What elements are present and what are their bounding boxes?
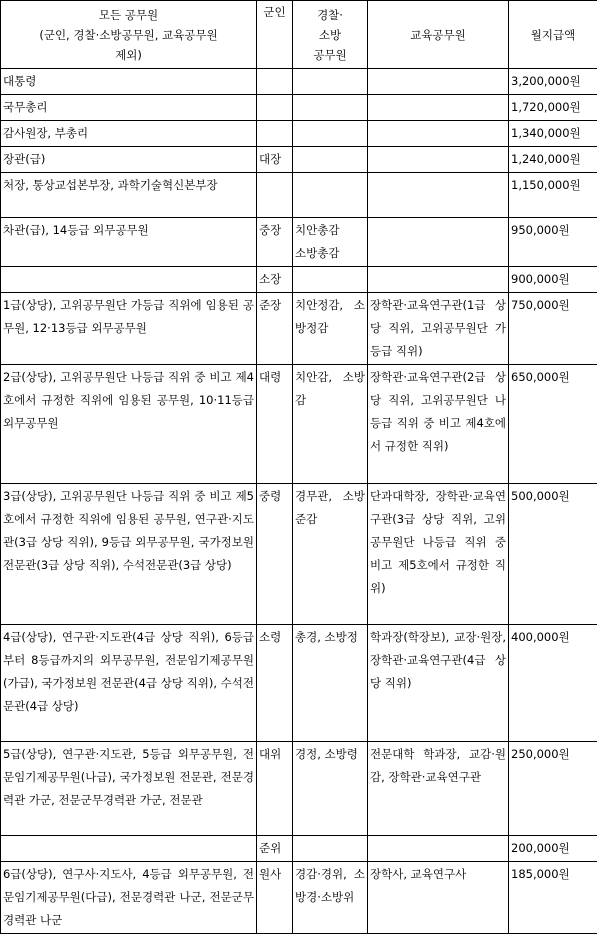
cell-pay: 200,000원: [509, 836, 597, 862]
cell-military: [257, 173, 293, 218]
cell-education: [368, 121, 509, 147]
cell-education: 전문대학 학과장, 교감·원감, 장학관·교육연구관: [368, 742, 509, 836]
cell-education: [368, 267, 509, 293]
cell-military: [257, 69, 293, 95]
cell-military: [257, 95, 293, 121]
table-row: [1, 69, 597, 95]
cell-military: 준장: [257, 293, 293, 365]
cell-education: [368, 147, 509, 173]
cell-police: 치안감, 소방감: [293, 365, 368, 484]
table-row: [1, 267, 597, 293]
cell-pay: 400,000원: [509, 625, 597, 742]
cell-general: 차관(급), 14등급 외무공무원: [1, 218, 257, 267]
header-education: 교육공무원: [368, 1, 509, 69]
cell-education: [368, 69, 509, 95]
cell-pay: 1,720,000원: [509, 95, 597, 121]
cell-pay: 250,000원: [509, 742, 597, 836]
cell-military: 중장: [257, 218, 293, 267]
header-pay: 월지급액: [509, 1, 597, 69]
cell-military: 소장: [257, 267, 293, 293]
cell-education: [368, 836, 509, 862]
cell-police: 치안정감, 소방정감: [293, 293, 368, 365]
table-row: [1, 365, 597, 484]
cell-pay: 950,000원: [509, 218, 597, 267]
cell-general: 장관(급): [1, 147, 257, 173]
cell-pay: 1,150,000원: [509, 173, 597, 218]
cell-pay: 185,000원: [509, 862, 597, 934]
cell-military: 준위: [257, 836, 293, 862]
table-row: [1, 742, 597, 836]
cell-education: 단과대학장, 장학관·교육연구관(3급 상당 직위, 고위공무원단 나등급 직위 중 비고 제5호에서 규정한 직위): [368, 484, 509, 625]
cell-general: 감사원장, 부총리: [1, 121, 257, 147]
cell-military: 중령: [257, 484, 293, 625]
table-row: [1, 484, 597, 625]
cell-education: 장학사, 교육연구사: [368, 862, 509, 934]
cell-education: 학과장(학장보), 교장·원장, 장학관·교육연구관(4급 상당 직위): [368, 625, 509, 742]
cell-general: 5급(상당), 연구관·지도관, 5등급 외무공무원, 전문임기제공무원(나급), 국가정보원 전문관, 전문경력관 가군, 전문군무경력관 가군, 전문관: [1, 742, 257, 836]
table-row: [1, 293, 597, 365]
cell-general: 4급(상당), 연구관·지도관(4급 상당 직위), 6등급부터 8등급까지의 외무공무원, 전문임기제공무원(가급), 국가정보원 전문관(4급 상당 직위), 수석전문관(4급 상당): [1, 625, 257, 742]
cell-general: [1, 836, 257, 862]
cell-general: 대통령: [1, 69, 257, 95]
header-row: [1, 1, 597, 69]
cell-police: 경정, 소방령: [293, 742, 368, 836]
table-row: [1, 121, 597, 147]
cell-police: [293, 267, 368, 293]
cell-education: [368, 218, 509, 267]
cell-police: [293, 147, 368, 173]
table-row: [1, 862, 597, 934]
cell-general: 1급(상당), 고위공무원단 가등급 직위에 임용된 공무원, 12·13등급 외무공무원: [1, 293, 257, 365]
cell-general: [1, 267, 257, 293]
header-police: 경찰· 소방 공무원: [293, 1, 368, 69]
cell-pay: 3,200,000원: [509, 69, 597, 95]
cell-general: 국무총리: [1, 95, 257, 121]
cell-military: 원사: [257, 862, 293, 934]
cell-education: [368, 173, 509, 218]
table-row: [1, 95, 597, 121]
cell-general: 처장, 통상교섭본부장, 과학기술혁신본부장: [1, 173, 257, 218]
cell-police: [293, 69, 368, 95]
cell-pay: 500,000원: [509, 484, 597, 625]
cell-general: 6급(상당), 연구사·지도사, 4등급 외무공무원, 전문임기제공무원(다급), 전문경력관 나군, 전문군무경력관 나군: [1, 862, 257, 934]
table-row: [1, 625, 597, 742]
table-row: [1, 173, 597, 218]
cell-police: 총경, 소방정: [293, 625, 368, 742]
header-military: 군인: [257, 1, 293, 69]
cell-military: 대장: [257, 147, 293, 173]
cell-pay: 750,000원: [509, 293, 597, 365]
cell-education: [368, 95, 509, 121]
cell-pay: 1,240,000원: [509, 147, 597, 173]
cell-education: 장학관·교육연구관(2급 상당 직위, 고위공무원단 나등급 직위 중 비고 제4호에서 규정한 직위): [368, 365, 509, 484]
cell-military: [257, 121, 293, 147]
cell-military: 대령: [257, 365, 293, 484]
cell-police: 경무관, 소방준감: [293, 484, 368, 625]
cell-police: [293, 121, 368, 147]
cell-police: [293, 95, 368, 121]
cell-pay: 1,340,000원: [509, 121, 597, 147]
header-general: 모든 공무원 (군인, 경찰·소방공무원, 교육공무원 제외): [1, 1, 257, 69]
cell-general: 3급(상당), 고위공무원단 나등급 직위 중 비고 제5호에서 규정한 직위에 임용된 공무원, 연구관·지도관(3급 상당 직위), 9등급 외무공무원, 국가정보원 전문관(3급 상당 직위), 수석전문관(3급 상당): [1, 484, 257, 625]
cell-police: [293, 836, 368, 862]
cell-pay: 650,000원: [509, 365, 597, 484]
cell-general: 2급(상당), 고위공무원단 나등급 직위 중 비고 제4호에서 규정한 직위에 임용된 공무원, 10·11등급 외무공무원: [1, 365, 257, 484]
cell-police: 경감·경위, 소방경·소방위: [293, 862, 368, 934]
table-row: [1, 218, 597, 267]
cell-pay: 900,000원: [509, 267, 597, 293]
cell-military: 대위: [257, 742, 293, 836]
table-row: [1, 147, 597, 173]
cell-military: 소령: [257, 625, 293, 742]
cell-police: [293, 173, 368, 218]
cell-police: 치안총감 소방총감: [293, 218, 368, 267]
cell-education: 장학관·교육연구관(1급 상당 직위, 고위공무원단 가등급 직위): [368, 293, 509, 365]
table-row: [1, 836, 597, 862]
